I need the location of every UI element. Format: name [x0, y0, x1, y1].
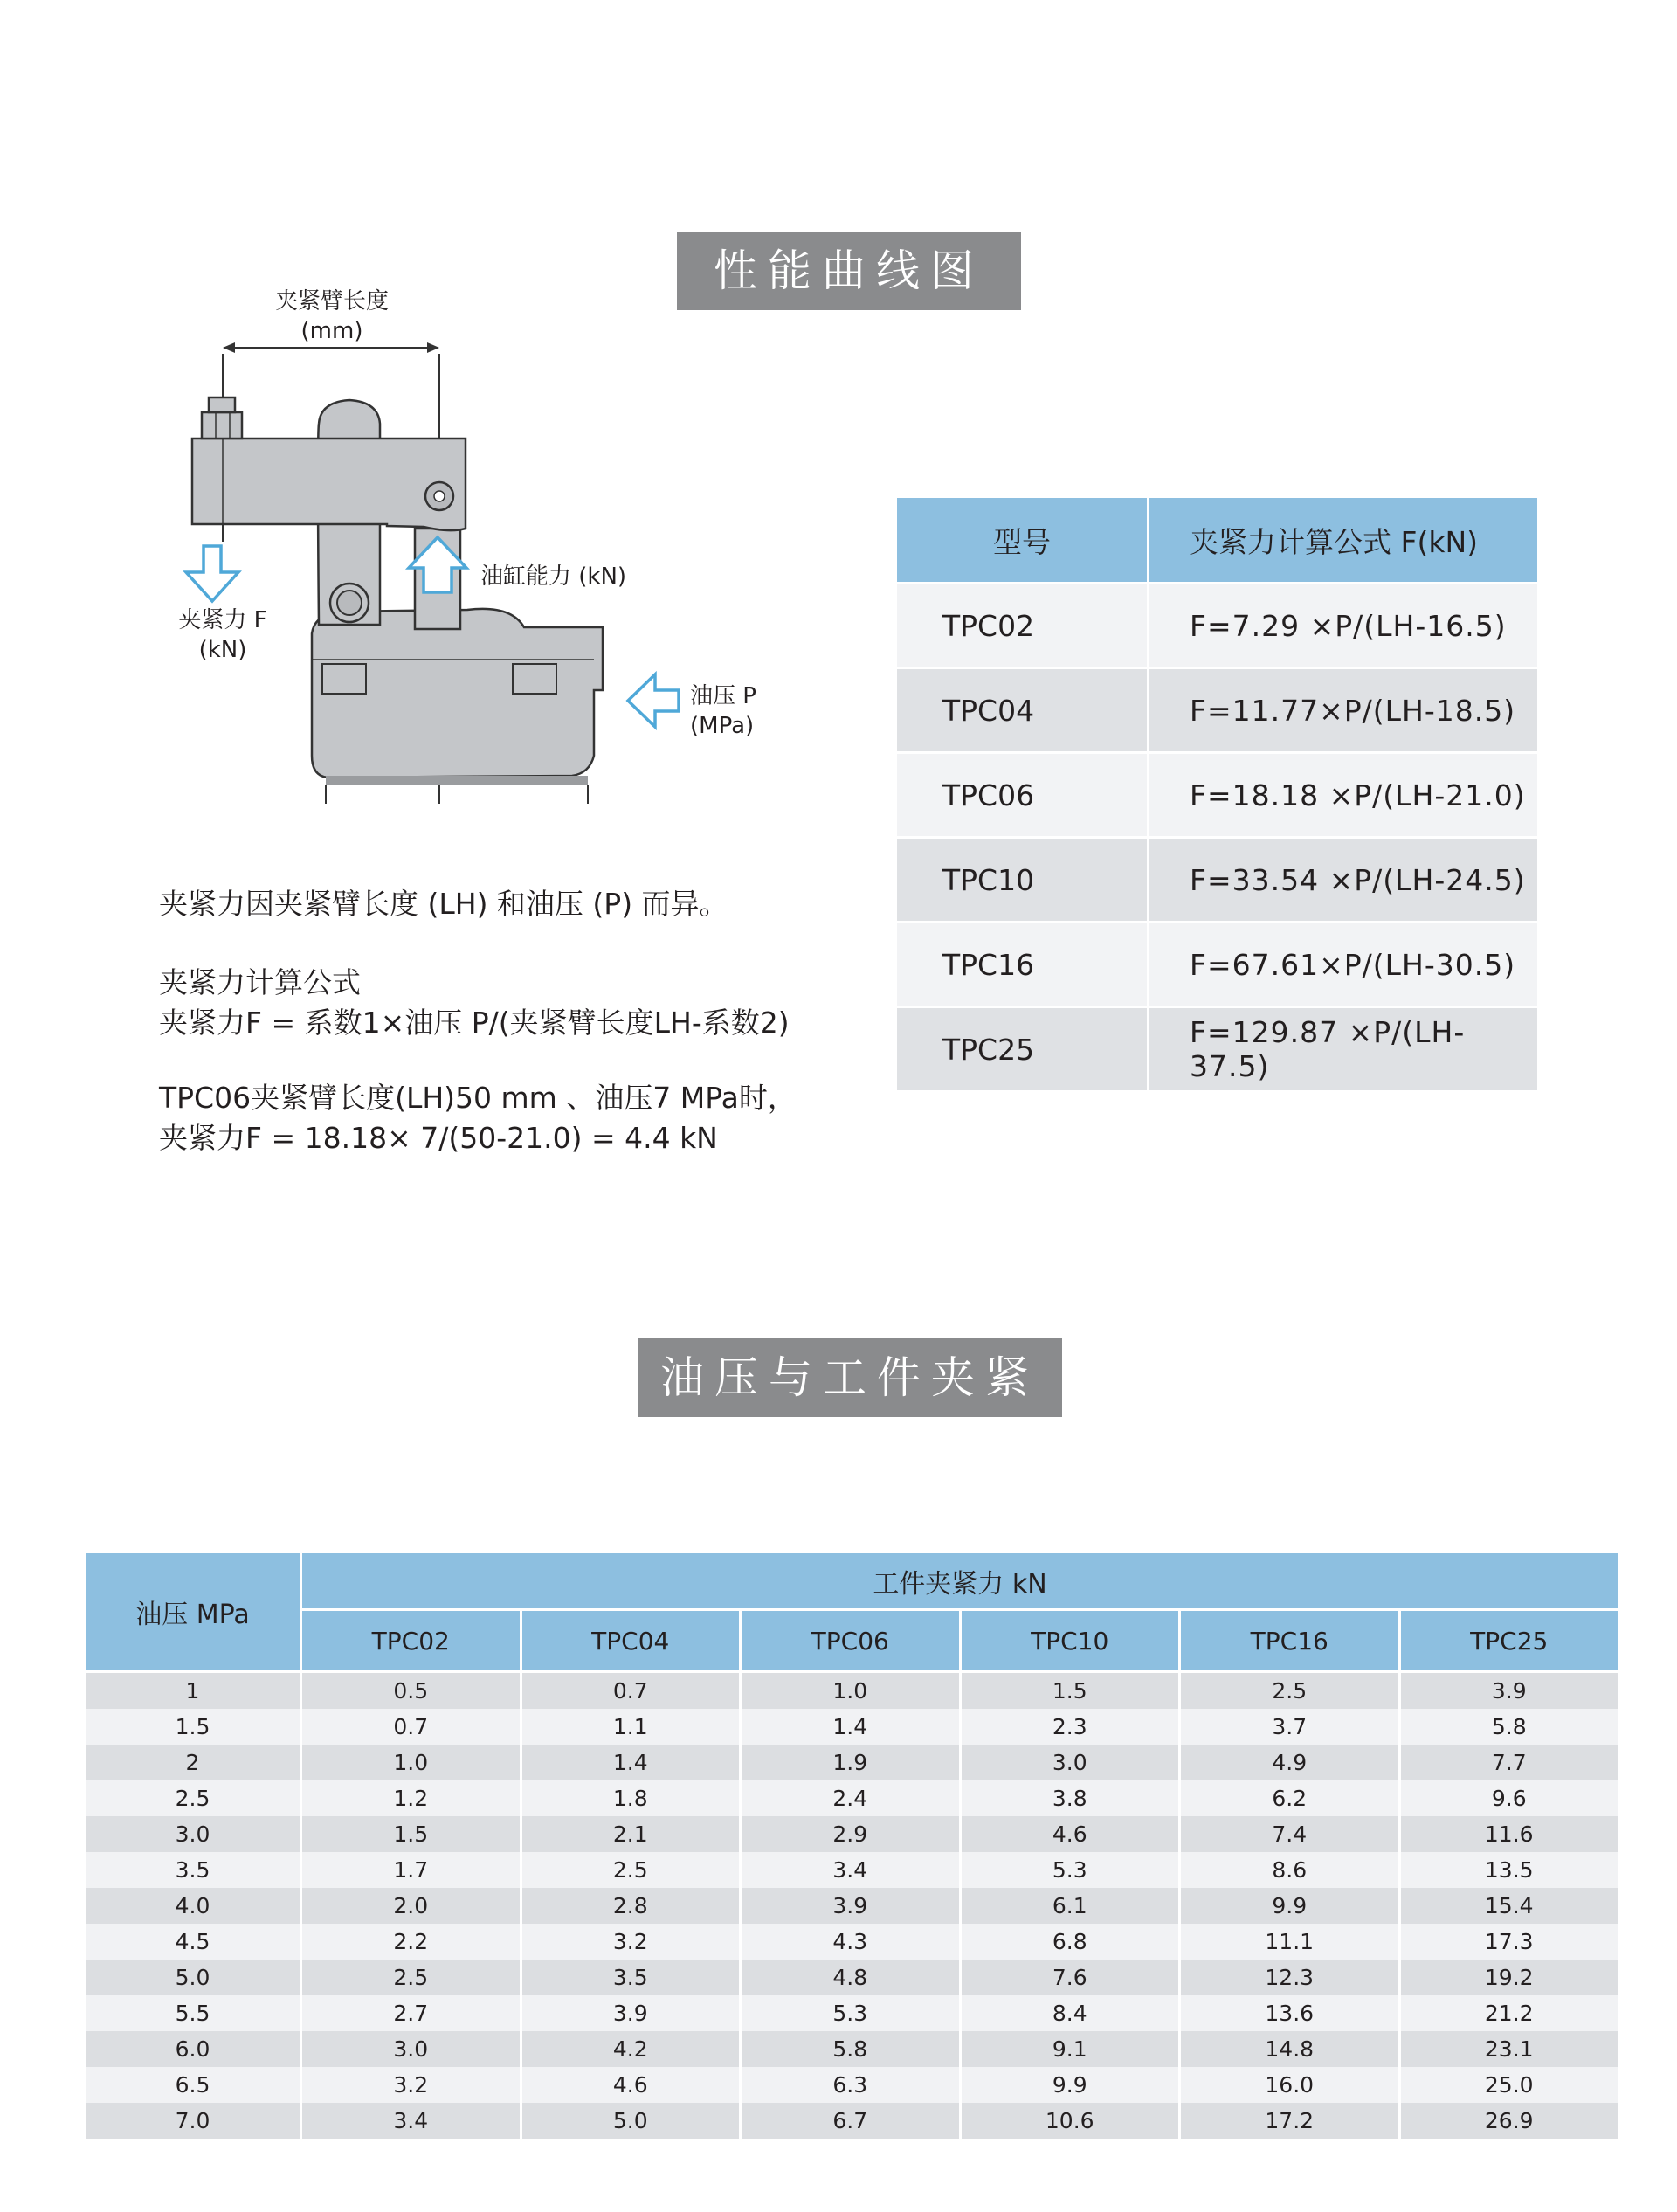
- force-cell: 1.5: [301, 1816, 521, 1852]
- model-header-tpc02: TPC02: [301, 1610, 521, 1672]
- force-cell: 15.4: [1399, 1888, 1619, 1924]
- model-header-tpc04: TPC04: [521, 1610, 741, 1672]
- formula-table: [897, 498, 1537, 1090]
- force-cell: 2.7: [301, 1995, 521, 2031]
- force-cell: 5.3: [741, 1995, 961, 2031]
- force-cell: 3.7: [1180, 1709, 1400, 1745]
- pressure-cell: 3.0: [85, 1816, 301, 1852]
- force-cell: 2.4: [741, 1780, 961, 1816]
- force-cell: 1.0: [741, 1672, 961, 1710]
- pressure-header: 油压 MPa: [85, 1552, 301, 1672]
- formula-expression-cell: F=67.61×P/(LH-30.5): [1149, 923, 1538, 1007]
- force-cell: 9.6: [1399, 1780, 1619, 1816]
- clamp-force-text: 夹紧力 F: [178, 607, 267, 633]
- force-cell: 2.9: [741, 1816, 961, 1852]
- oil-pressure-text: 油压 P: [690, 683, 756, 709]
- force-cell: 6.1: [960, 1888, 1180, 1924]
- pressure-cell: 4.0: [85, 1888, 301, 1924]
- model-header-tpc06: TPC06: [741, 1610, 961, 1672]
- force-cell: 3.0: [301, 2031, 521, 2067]
- pressure-cell: 5.0: [85, 1960, 301, 1995]
- pressure-cell: 2.5: [85, 1780, 301, 1816]
- formula-expression-cell: F=129.87 ×P/(LH-37.5): [1149, 1007, 1538, 1091]
- force-cell: 3.8: [960, 1780, 1180, 1816]
- table-row: [85, 2031, 1619, 2067]
- force-cell: 23.1: [1399, 2031, 1619, 2067]
- force-cell: 3.4: [301, 2103, 521, 2139]
- force-group-header: 工件夹紧力 kN: [301, 1552, 1619, 1610]
- force-cell: 25.0: [1399, 2067, 1619, 2103]
- model-header-tpc10: TPC10: [960, 1610, 1180, 1672]
- force-cell: 3.9: [1399, 1672, 1619, 1710]
- force-cell: 1.8: [521, 1780, 741, 1816]
- arm-length-unit: (mm): [300, 318, 363, 344]
- formula-expression-cell: F=7.29 ×P/(LH-16.5): [1149, 584, 1538, 668]
- force-cell: 3.2: [301, 2067, 521, 2103]
- force-cell: 17.2: [1180, 2103, 1400, 2139]
- force-cell: 4.6: [960, 1816, 1180, 1852]
- formula-header-formula: 夹紧力计算公式 F(kN): [1149, 498, 1538, 584]
- force-cell: 3.5: [521, 1960, 741, 1995]
- table-row: [85, 1780, 1619, 1816]
- force-cell: 10.6: [960, 2103, 1180, 2139]
- clamping-force-banner: 油压与工件夹紧力: [638, 1338, 1062, 1417]
- formula-row: [897, 668, 1537, 753]
- table-row: [85, 1888, 1619, 1924]
- formula-model-cell: TPC16: [897, 923, 1149, 1007]
- force-cell: 2.5: [521, 1852, 741, 1888]
- force-cell: 2.2: [301, 1924, 521, 1960]
- note-example-result: 夹紧力F = 18.18× 7/(50-21.0) = 4.4 kN: [159, 1121, 718, 1155]
- force-cell: 3.2: [521, 1924, 741, 1960]
- formula-row: [897, 923, 1537, 1007]
- force-cell: 5.0: [521, 2103, 741, 2139]
- force-cell: 5.8: [1399, 1709, 1619, 1745]
- force-cell: 14.8: [1180, 2031, 1400, 2067]
- pressure-cell: 1: [85, 1672, 301, 1710]
- force-cell: 5.8: [741, 2031, 961, 2067]
- table-row: [85, 2103, 1619, 2139]
- formula-row: [897, 838, 1537, 923]
- force-cell: 1.7: [301, 1852, 521, 1888]
- force-cell: 11.1: [1180, 1924, 1400, 1960]
- cylinder-force-label: 油缸能力 (kN): [480, 563, 627, 590]
- force-cell: 6.3: [741, 2067, 961, 2103]
- force-cell: 4.3: [741, 1924, 961, 1960]
- table-row: [85, 1995, 1619, 2031]
- clamp-force-label: [162, 605, 284, 665]
- table-row: [85, 1852, 1619, 1888]
- force-cell: 3.9: [741, 1888, 961, 1924]
- force-cell: 1.4: [521, 1745, 741, 1780]
- oil-pressure-label: [690, 681, 795, 741]
- arm-length-text: 夹紧臂长度: [274, 288, 389, 315]
- force-cell: 1.2: [301, 1780, 521, 1816]
- force-cell: 4.6: [521, 2067, 741, 2103]
- clamping-force-table: [83, 1551, 1620, 2139]
- force-cell: 0.5: [301, 1672, 521, 1710]
- force-cell: 6.2: [1180, 1780, 1400, 1816]
- table-row: [85, 1924, 1619, 1960]
- force-cell: 13.6: [1180, 1995, 1400, 2031]
- clamp-force-unit: (kN): [198, 637, 247, 663]
- clamp-diagram: [162, 280, 817, 812]
- pressure-cell: 2: [85, 1745, 301, 1780]
- formula-model-cell: TPC06: [897, 753, 1149, 838]
- formula-expression-cell: F=33.54 ×P/(LH-24.5): [1149, 838, 1538, 923]
- pressure-cell: 4.5: [85, 1924, 301, 1960]
- force-cell: 13.5: [1399, 1852, 1619, 1888]
- force-cell: 8.6: [1180, 1852, 1400, 1888]
- model-header-tpc25: TPC25: [1399, 1610, 1619, 1672]
- force-cell: 16.0: [1180, 2067, 1400, 2103]
- formula-row: [897, 753, 1537, 838]
- table-row: [85, 1672, 1619, 1710]
- formula-expression-cell: F=11.77×P/(LH-18.5): [1149, 668, 1538, 753]
- data-header-row-top: [85, 1552, 1619, 1610]
- table-row: [85, 1960, 1619, 1995]
- force-cell: 0.7: [301, 1709, 521, 1745]
- note-formula: 夹紧力F = 系数1×油压 P/(夹紧臂长度LH-系数2): [159, 1006, 790, 1040]
- table-row: [85, 1709, 1619, 1745]
- force-cell: 5.3: [960, 1852, 1180, 1888]
- formula-model-cell: TPC02: [897, 584, 1149, 668]
- force-cell: 9.1: [960, 2031, 1180, 2067]
- force-cell: 8.4: [960, 1995, 1180, 2031]
- force-cell: 19.2: [1399, 1960, 1619, 1995]
- force-cell: 3.4: [741, 1852, 961, 1888]
- pressure-cell: 3.5: [85, 1852, 301, 1888]
- pressure-cell: 6.5: [85, 2067, 301, 2103]
- force-cell: 4.8: [741, 1960, 961, 1995]
- force-cell: 26.9: [1399, 2103, 1619, 2139]
- pressure-cell: 6.0: [85, 2031, 301, 2067]
- force-cell: 2.5: [301, 1960, 521, 1995]
- note-variation: 夹紧力因夹紧臂长度 (LH) 和油压 (P) 而异。: [159, 887, 728, 921]
- force-cell: 1.5: [960, 1672, 1180, 1710]
- pressure-cell: 5.5: [85, 1995, 301, 2031]
- force-cell: 11.6: [1399, 1816, 1619, 1852]
- force-cell: 0.7: [521, 1672, 741, 1710]
- formula-header-model: 型号: [897, 498, 1149, 584]
- pressure-cell: 7.0: [85, 2103, 301, 2139]
- formula-row: [897, 1007, 1537, 1091]
- model-header-row: [85, 1610, 1619, 1672]
- formula-body: [897, 584, 1537, 1091]
- force-cell: 4.9: [1180, 1745, 1400, 1780]
- data-body: [85, 1672, 1619, 2139]
- force-cell: 2.1: [521, 1816, 741, 1852]
- force-cell: 2.0: [301, 1888, 521, 1924]
- arm-length-label: [245, 287, 419, 346]
- oil-pressure-unit: (MPa): [690, 713, 755, 739]
- note-formula-title: 夹紧力计算公式: [159, 965, 361, 999]
- table-row: [85, 1816, 1619, 1852]
- force-cell: 2.8: [521, 1888, 741, 1924]
- force-cell: 9.9: [1180, 1888, 1400, 1924]
- formula-model-cell: TPC25: [897, 1007, 1149, 1091]
- force-cell: 12.3: [1180, 1960, 1400, 1995]
- force-cell: 9.9: [960, 2067, 1180, 2103]
- table-row: [85, 2067, 1619, 2103]
- table-row: [85, 1745, 1619, 1780]
- formula-model-cell: TPC04: [897, 668, 1149, 753]
- force-cell: 2.5: [1180, 1672, 1400, 1710]
- force-cell: 21.2: [1399, 1995, 1619, 2031]
- performance-banner: 性能曲线图: [677, 232, 1021, 310]
- note-example-condition: TPC06夹紧臂长度(LH)50 mm 、油压7 MPa时，: [159, 1081, 797, 1115]
- force-cell: 1.1: [521, 1709, 741, 1745]
- force-cell: 7.4: [1180, 1816, 1400, 1852]
- force-cell: 2.3: [960, 1709, 1180, 1745]
- force-cell: 3.0: [960, 1745, 1180, 1780]
- force-cell: 3.9: [521, 1995, 741, 2031]
- force-cell: 17.3: [1399, 1924, 1619, 1960]
- force-cell: 6.8: [960, 1924, 1180, 1960]
- force-cell: 1.9: [741, 1745, 961, 1780]
- formula-expression-cell: F=18.18 ×P/(LH-21.0): [1149, 753, 1538, 838]
- force-cell: 6.7: [741, 2103, 961, 2139]
- model-header-tpc16: TPC16: [1180, 1610, 1400, 1672]
- formula-row: [897, 584, 1537, 668]
- force-cell: 1.0: [301, 1745, 521, 1780]
- force-cell: 1.4: [741, 1709, 961, 1745]
- formula-header-row: [897, 498, 1537, 584]
- force-cell: 7.7: [1399, 1745, 1619, 1780]
- force-cell: 7.6: [960, 1960, 1180, 1995]
- force-cell: 4.2: [521, 2031, 741, 2067]
- pressure-cell: 1.5: [85, 1709, 301, 1745]
- formula-model-cell: TPC10: [897, 838, 1149, 923]
